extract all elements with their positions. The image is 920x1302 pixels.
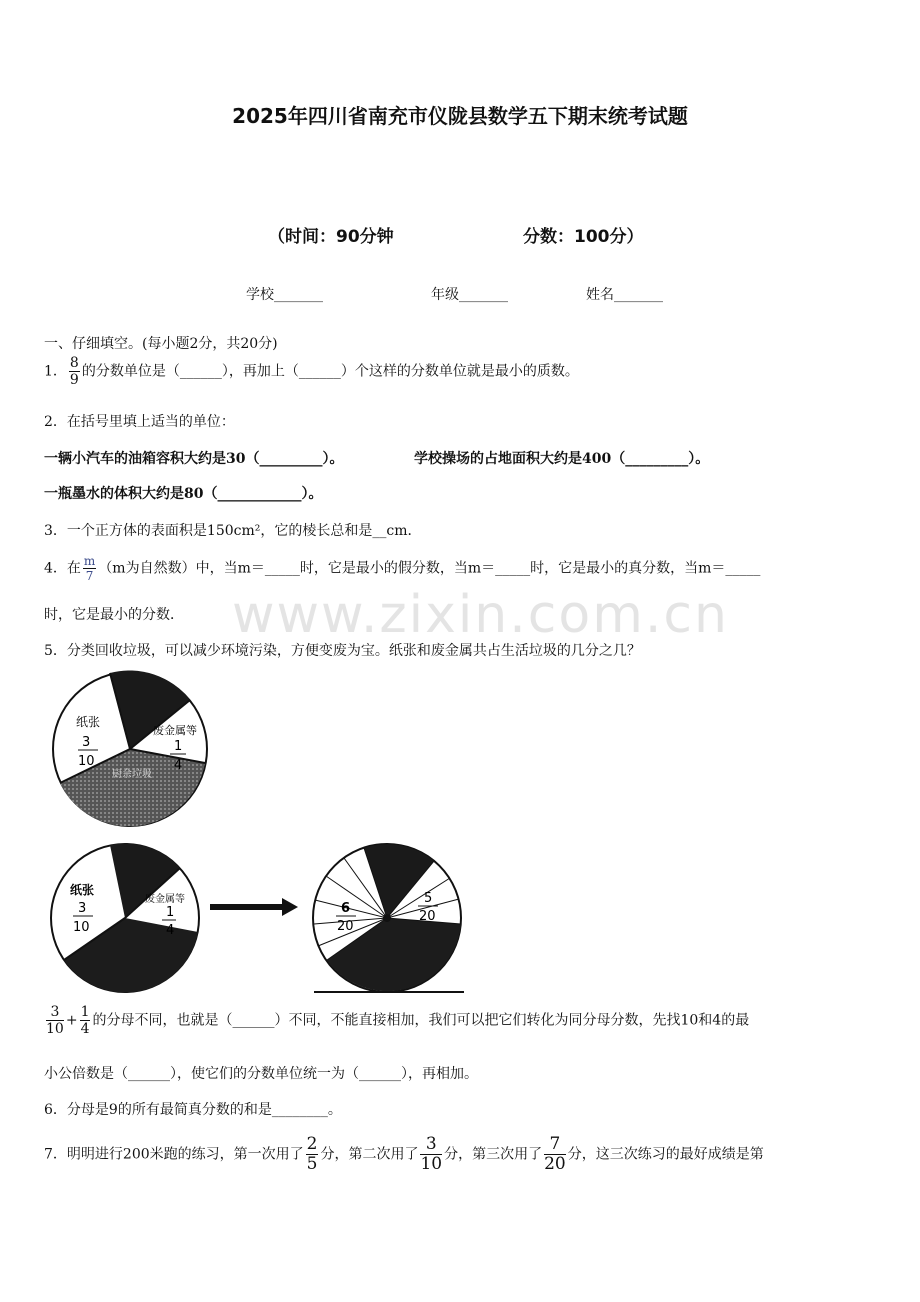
q7-frac-2: $\frac{3}{10}$: [420, 1134, 443, 1174]
question-4: 4．在 $\frac{m}{7}$ （m为自然数）中，当m＝_____时，它是最小的假分数，当m＝_____时，它是最小的真分数，当m＝_____: [44, 554, 761, 583]
pie2-paper-den: 10: [73, 920, 90, 935]
question-7: 7．明明进行200米跑的练习，第一次用了 $\frac{2}{5}$ 分，第二次用了 $\frac{3}{10}$ 分，第三次用了 $\frac{7}{20}$ 分，这三次练习的最好成绩是第: [44, 1134, 764, 1174]
pie3-right-den: 20: [419, 909, 436, 924]
watermark: www.zixin.com.cn: [232, 585, 729, 645]
q1-text: 的分数单位是（______），再加上（______）个这样的分数单位就是最小的质数。: [81, 363, 579, 380]
question-4-cont: 时，它是最小的分数．: [44, 607, 184, 623]
q7-frac-1: $\frac{2}{5}$: [306, 1134, 318, 1174]
q4-fraction: $\frac{m}{7}$: [83, 554, 96, 583]
name-field: 姓名_______: [586, 287, 663, 303]
q7-frac-3: $\frac{7}{20}$: [544, 1134, 566, 1174]
question-5: 5．分类回收垃圾，可以减少环境污染，方便变废为宝。纸张和废金属共占生活垃圾的几分之几？: [44, 643, 641, 659]
q5-frac-b: $\frac{1}{4}$: [80, 1004, 90, 1037]
pie-chart-original: [40, 668, 220, 828]
pie-chart-divided: [304, 842, 474, 998]
pie1-paper-den: 10: [78, 754, 95, 769]
q2-line-ink: 一瓶墨水的体积大约是80（____________）。: [44, 486, 323, 502]
pie3-left-num: 6: [341, 901, 351, 916]
grade-field: 年级_______: [431, 287, 508, 303]
pie1-metal-label: 废金属等: [153, 724, 197, 737]
exam-time: （时间：90分钟: [268, 227, 394, 247]
pie3-right-num: 5: [424, 891, 433, 906]
pie3-left-den: 20: [337, 919, 354, 934]
pie2-metal-label: 废金属等: [145, 894, 185, 905]
q5-frac-a: $\frac{3}{10}$: [46, 1004, 64, 1037]
pie1-paper-num: 3: [82, 735, 91, 750]
q5-line-2: 小公倍数是（______），使它们的分数单位统一为（______），再相加。: [44, 1066, 478, 1082]
pie1-metal-num: 1: [174, 739, 183, 754]
school-field: 学校_______: [246, 287, 323, 303]
question-1: [44, 356, 579, 387]
page-title: 2025年四川省南充市仪陇县数学五下期末统考试题: [232, 104, 688, 128]
question-3: 3．一个正方体的表面积是150cm²，它的棱长总和是__cm．: [44, 523, 422, 539]
arrow-icon: [208, 896, 300, 918]
pie2-metal-den: 4: [166, 923, 175, 938]
pie2-metal-num: 1: [166, 905, 175, 920]
pie2-paper-label: 纸张: [70, 883, 95, 897]
pie1-paper-label: 纸张: [76, 715, 101, 729]
q2-line-playground: 学校操场的占地面积大约是400（_________）。: [414, 451, 710, 467]
q1-fraction: $\frac{8}{9}$: [69, 355, 79, 388]
exam-score: 分数：100分）: [523, 227, 644, 247]
q1-number: 1．: [44, 363, 67, 380]
question-6: 6．分母是9的所有最简真分数的和是________。: [44, 1102, 342, 1118]
question-2: 2．在括号里填上适当的单位：: [44, 414, 235, 430]
pie1-metal-den: 4: [174, 758, 183, 773]
q2-line-car: 一辆小汽车的油箱容积大约是30（_________）。: [44, 451, 344, 467]
pie-chart-second: [40, 842, 220, 994]
section-heading: 一、仔细填空。(每小题2分，共20分): [44, 336, 278, 352]
pie1-other-label: 厨余垃圾: [112, 769, 152, 780]
q5-expression: $\frac{3}{10}$ + $\frac{1}{4}$ 的分母不同，也就是（______）不同，不能直接相加，我们可以把它们转化为同分母分数，先找10和4的最: [46, 1004, 750, 1037]
pie2-paper-num: 3: [78, 901, 87, 916]
